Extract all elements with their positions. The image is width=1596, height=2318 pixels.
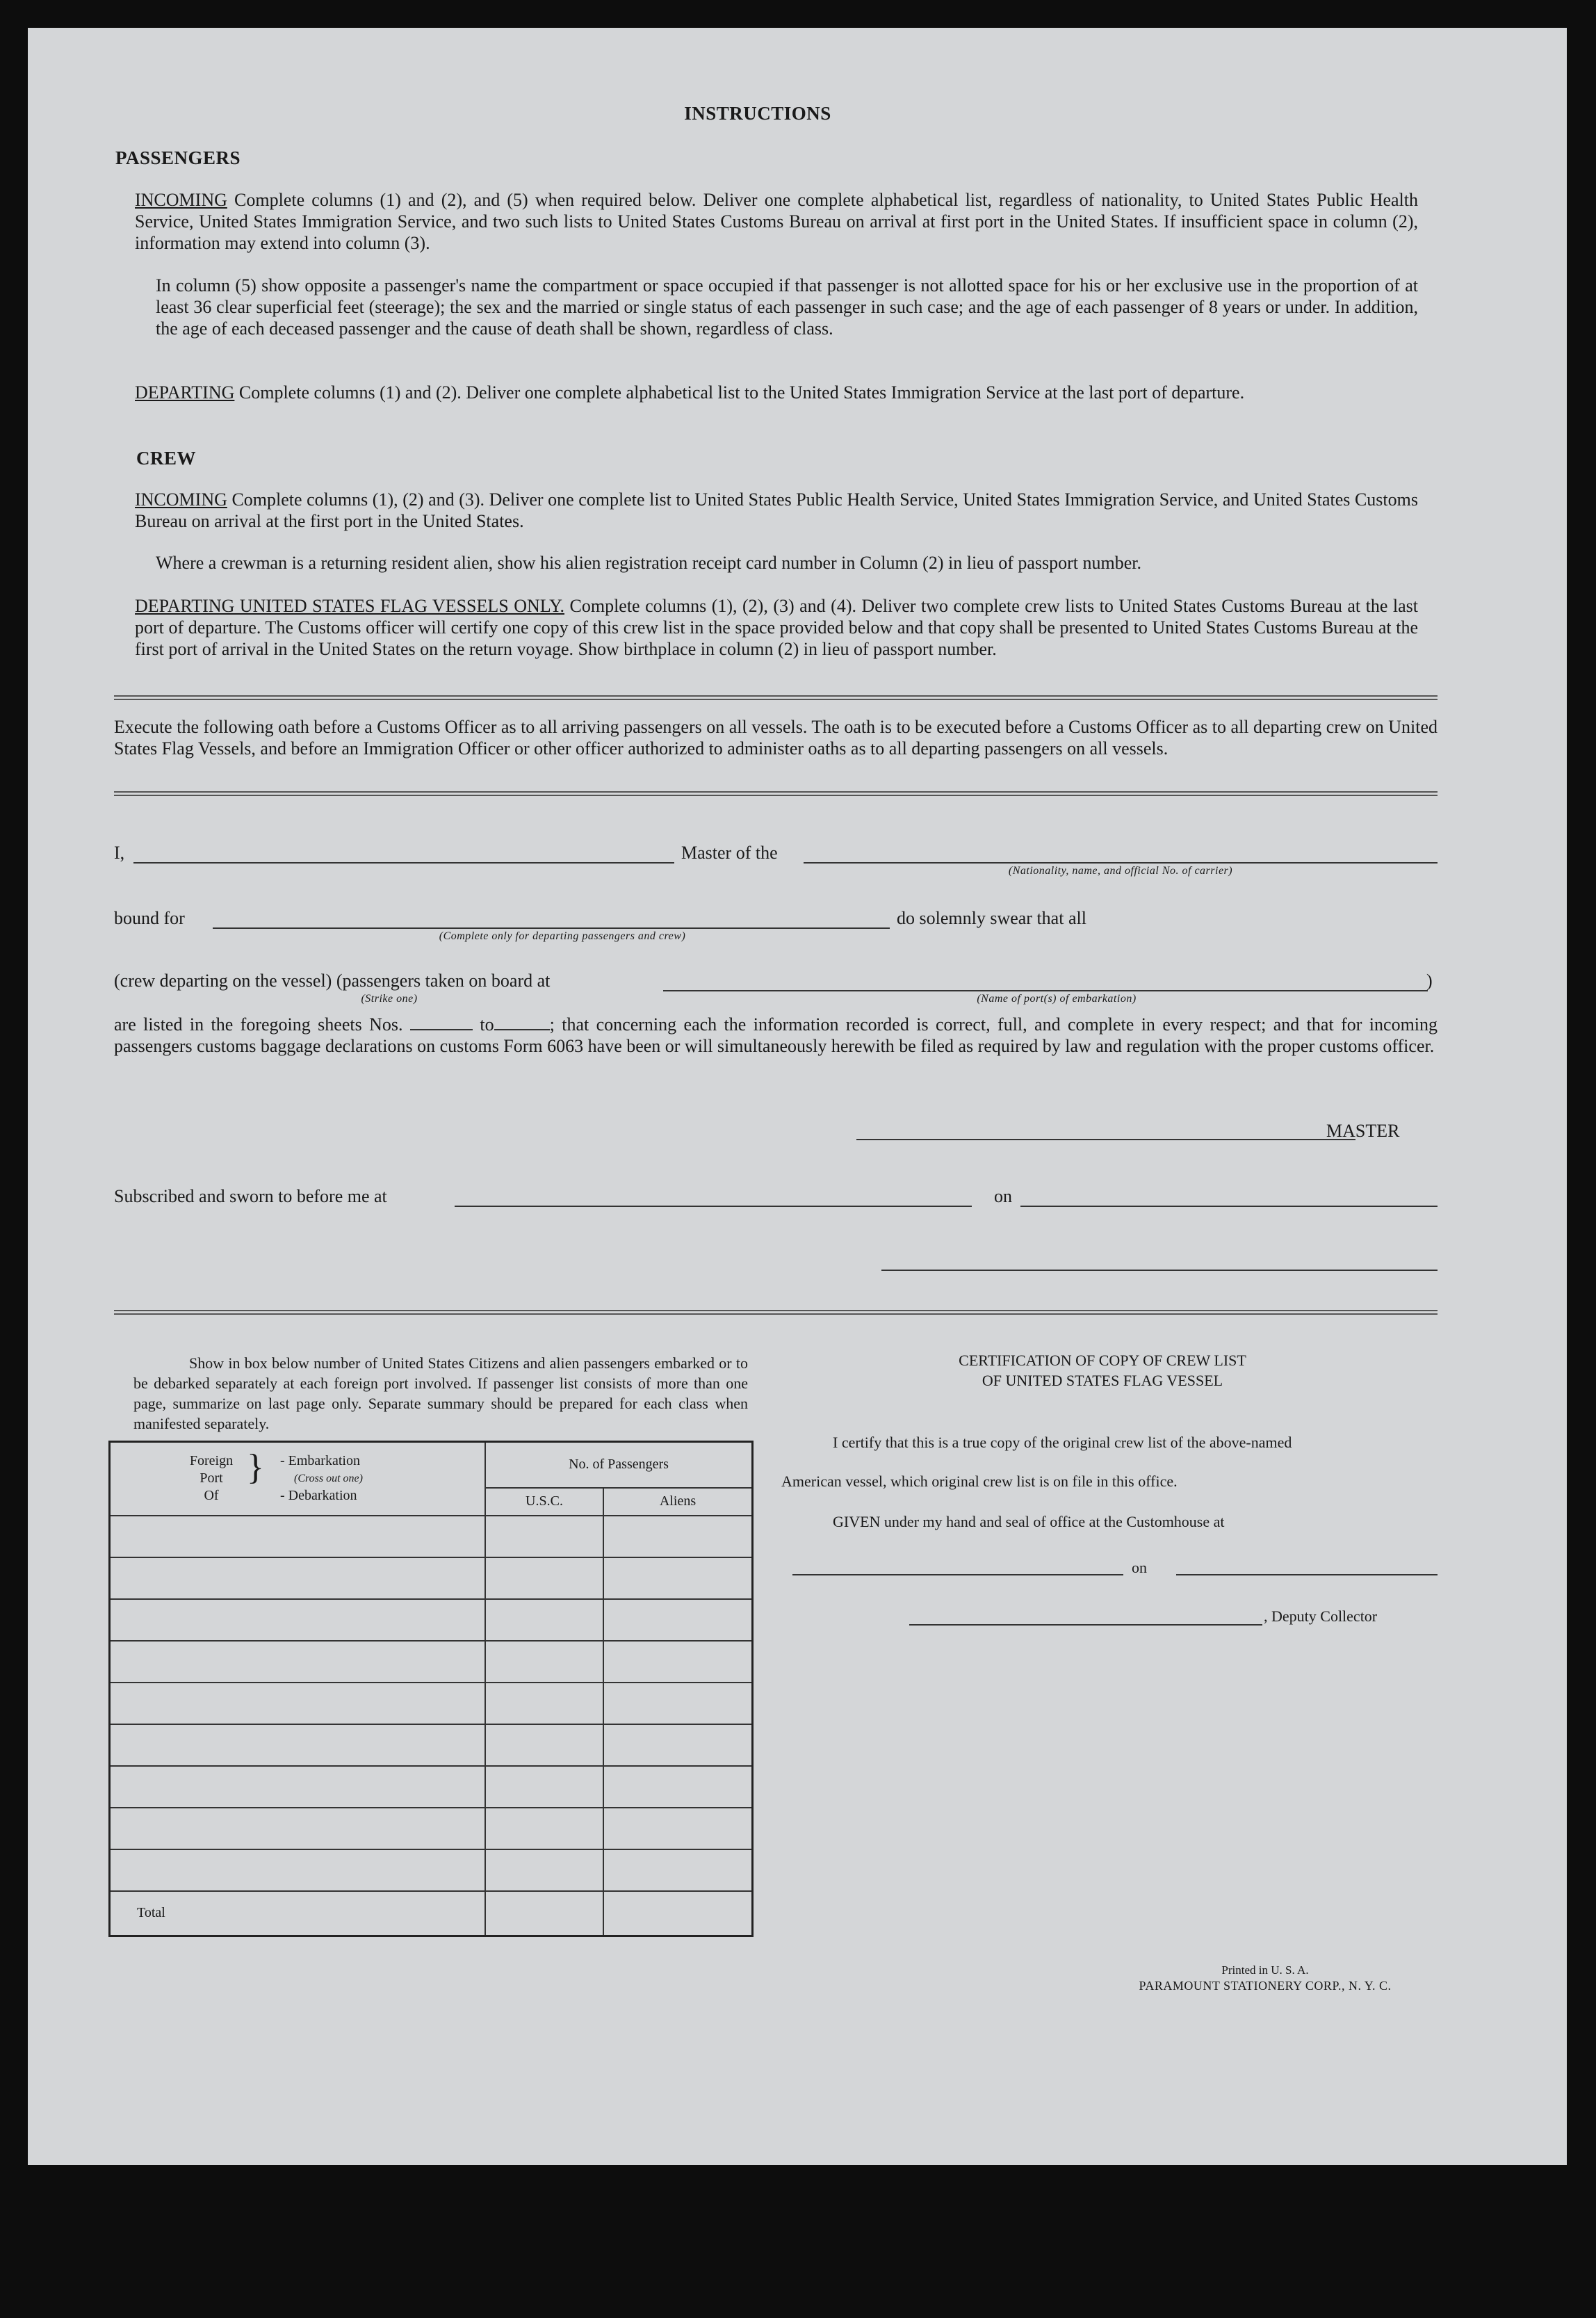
listed-to-label: to <box>480 1014 494 1035</box>
crew-departing-paragraph <box>135 595 1418 660</box>
port-cell[interactable] <box>110 1516 486 1557</box>
certify-line2: American vessel, which original crew list is on file in this office. <box>781 1473 1178 1490</box>
aliens-cell[interactable] <box>603 1766 753 1808</box>
sheet-to-field[interactable] <box>494 1016 550 1030</box>
aliens-cell[interactable] <box>603 1516 753 1557</box>
bound-for-hint: (Complete only for departing passengers and crew) <box>439 930 686 942</box>
crew-resident-note: Where a crewman is a returning resident alien, show his alien registration receipt card number in Column (2) in lieu of passport number. <box>156 553 1142 573</box>
usc-cell[interactable] <box>485 1599 603 1641</box>
master-label: MASTER <box>1326 1121 1400 1141</box>
given-line: GIVEN under my hand and seal of office at the Customhouse at <box>833 1513 1225 1530</box>
total-label: Total <box>110 1891 486 1936</box>
port-label: Port <box>200 1470 223 1486</box>
officer-signature-field[interactable] <box>881 1270 1438 1271</box>
passengers-departing-text: Complete columns (1) and (2). Deliver one complete alphabetical list to the United States Immigration Service at the last port of departure. <box>234 382 1245 403</box>
usc-cell[interactable] <box>485 1808 603 1849</box>
carrier-hint: (Nationality, name, and official No. of carrier) <box>1008 865 1233 877</box>
crew-departing-lead: DEPARTING UNITED STATES FLAG VESSELS ONLY. <box>135 596 564 616</box>
close-paren: ) <box>1426 971 1433 991</box>
embarkation-port-hint: (Name of port(s) of embarkation) <box>977 993 1137 1005</box>
listed-paragraph <box>114 1014 1438 1057</box>
page-title: INSTRUCTIONS <box>684 103 831 124</box>
aliens-cell[interactable] <box>603 1557 753 1599</box>
listed-text-start: are listed in the foregoing sheets Nos. <box>114 1014 403 1035</box>
sworn-on-label: on <box>994 1186 1012 1206</box>
oath-i-label: I, <box>114 843 125 863</box>
certification-title <box>852 1350 1353 1391</box>
passengers-heading: PASSENGERS <box>115 147 241 168</box>
divider <box>114 791 1438 796</box>
port-header-cell <box>110 1442 486 1516</box>
aliens-header: Aliens <box>603 1488 753 1516</box>
crew-heading: CREW <box>136 448 197 469</box>
crew-departing-option: (crew departing on the vessel) (passengers taken on board at <box>114 971 551 991</box>
port-cell[interactable] <box>110 1599 486 1641</box>
crew-incoming-text: Complete columns (1), (2) and (3). Deliver one complete list to United States Public Health Service, United States Immigration Service, and United States Customs Bureau on arrival at the first port in the United States. <box>135 489 1418 531</box>
port-cell[interactable] <box>110 1808 486 1849</box>
usc-cell[interactable] <box>485 1849 603 1891</box>
passengers-departing-lead: DEPARTING <box>135 382 235 403</box>
sheet-from-field[interactable] <box>410 1016 473 1030</box>
listed-text-rest: ; that concerning each the information recorded is correct, full, and complete in every respect; and that for incoming passengers customs baggage declarations on customs Form 6063 have been or will simultaneously herewith be filed as required by law and regulation with the proper customs officer. <box>114 1014 1438 1056</box>
usc-cell[interactable] <box>485 1516 603 1557</box>
certification-on-label: on <box>1132 1559 1147 1576</box>
document-page <box>28 28 1567 2165</box>
port-cell[interactable] <box>110 1683 486 1724</box>
printed-in-usa: Printed in U. S. A. <box>1221 1963 1309 1977</box>
subscribed-label: Subscribed and sworn to before me at <box>114 1186 387 1206</box>
port-header-label <box>180 1452 243 1505</box>
oath-instruction: Execute the following oath before a Customs Officer as to all arriving passengers on all vessels. The oath is to be executed before a Customs Officer as to all departing crew on United States Flag Vessels, and before an Immigration Officer or other officer authorized to administer oaths as to all departing passengers on all vessels. <box>114 717 1438 759</box>
port-cell[interactable] <box>110 1557 486 1599</box>
aliens-cell[interactable] <box>603 1683 753 1724</box>
master-signature-field[interactable] <box>856 1139 1355 1140</box>
passengers-incoming-text: Complete columns (1) and (2), and (5) when required below. Deliver one complete alphabetical list, regardless of nationality, to United States Public Health Service, United States Immigration Service, and two such lists to United States Customs Bureau on arrival at first port in the United States. If insufficient space in column (2), information may extend into column (3). <box>135 190 1418 253</box>
swear-text: do solemnly swear that all <box>890 908 1086 929</box>
no-of-passengers-header: No. of Passengers <box>485 1442 753 1488</box>
crew-incoming-paragraph <box>135 489 1418 532</box>
summary-note: Show in box below number of United States Citizens and alien passengers embarked or to be debarked separately at each foreign port involved. If passenger list consists of more than one page, summarize on last page only. Separate summary should be prepared for each class when manifested separately. <box>133 1354 748 1432</box>
embark-debark-options <box>280 1452 363 1505</box>
embarkation-option: - Embarkation <box>280 1453 360 1468</box>
certify-line1: I certify that this is a true copy of the original crew list of the above-named <box>833 1434 1292 1451</box>
usc-cell[interactable] <box>485 1557 603 1599</box>
aliens-cell[interactable] <box>603 1808 753 1849</box>
carrier-field[interactable] <box>804 862 1438 864</box>
certification-title-line2: OF UNITED STATES FLAG VESSEL <box>982 1372 1223 1389</box>
crew-incoming-lead: INCOMING <box>135 489 227 510</box>
aliens-cell[interactable] <box>603 1641 753 1683</box>
customhouse-field[interactable] <box>792 1574 1123 1575</box>
port-cell[interactable] <box>110 1766 486 1808</box>
certification-date-field[interactable] <box>1176 1574 1438 1575</box>
usc-cell[interactable] <box>485 1683 603 1724</box>
aliens-cell[interactable] <box>603 1724 753 1766</box>
total-aliens-cell[interactable] <box>603 1891 753 1936</box>
usc-cell[interactable] <box>485 1641 603 1683</box>
passengers-column5-note: In column (5) show opposite a passenger's name the compartment or space occupied if that passenger is not allotted space for his or her exclusive use in the proportion of at least 36 clear superficial feet (steerage); the sex and the married or single status of each passenger in such case; and the age of each passenger of 8 years or under. In addition, the age of each deceased passenger and the cause of death shall be shown, regardless of class. <box>156 275 1418 339</box>
passenger-summary-table <box>108 1441 754 1937</box>
passengers-incoming-paragraph <box>135 189 1418 254</box>
usc-cell[interactable] <box>485 1766 603 1808</box>
aliens-cell[interactable] <box>603 1849 753 1891</box>
total-usc-cell[interactable] <box>485 1891 603 1936</box>
printer-imprint <box>1098 1962 1432 1994</box>
aliens-cell[interactable] <box>603 1599 753 1641</box>
cross-out-hint: (Cross out one) <box>294 1473 363 1484</box>
divider <box>114 695 1438 700</box>
debarkation-option: - Debarkation <box>280 1488 357 1503</box>
port-cell[interactable] <box>110 1724 486 1766</box>
port-cell[interactable] <box>110 1849 486 1891</box>
port-cell[interactable] <box>110 1641 486 1683</box>
embarkation-port-field[interactable] <box>663 990 1428 991</box>
sworn-date-field[interactable] <box>1020 1206 1438 1207</box>
certification-title-line1: CERTIFICATION OF COPY OF CREW LIST <box>959 1352 1246 1369</box>
foreign-label: Foreign <box>189 1453 234 1468</box>
usc-header: U.S.C. <box>485 1488 603 1516</box>
bound-for-label: bound for <box>114 908 185 928</box>
strike-one-hint: (Strike one) <box>361 993 418 1005</box>
brace-icon: } <box>247 1448 264 1487</box>
bound-for-field[interactable] <box>213 927 912 929</box>
deputy-collector-label: , Deputy Collector <box>1264 1607 1378 1625</box>
deputy-collector-signature-field[interactable] <box>909 1624 1262 1626</box>
crew-departing-text: Complete columns (1), (2), (3) and (4). Deliver two complete crew lists to United States Customs Bureau at the last port of departure. The Customs officer will certify one copy of this crew list in the space provided below and that copy shall be presented to United States Customs Bureau at the first port of arrival in the United States on the return voyage. Show birthplace in column (2) in lieu of passport number. <box>135 596 1418 659</box>
passengers-departing-paragraph <box>135 382 1418 403</box>
of-label: Of <box>204 1488 219 1503</box>
usc-cell[interactable] <box>485 1724 603 1766</box>
master-of-the-label: Master of the <box>674 843 841 864</box>
sworn-place-field[interactable] <box>455 1206 972 1207</box>
divider <box>114 1310 1438 1315</box>
printer-name: PARAMOUNT STATIONERY CORP., N. Y. C. <box>1139 1979 1392 1993</box>
passengers-incoming-lead: INCOMING <box>135 190 227 210</box>
master-name-field[interactable] <box>133 862 690 864</box>
